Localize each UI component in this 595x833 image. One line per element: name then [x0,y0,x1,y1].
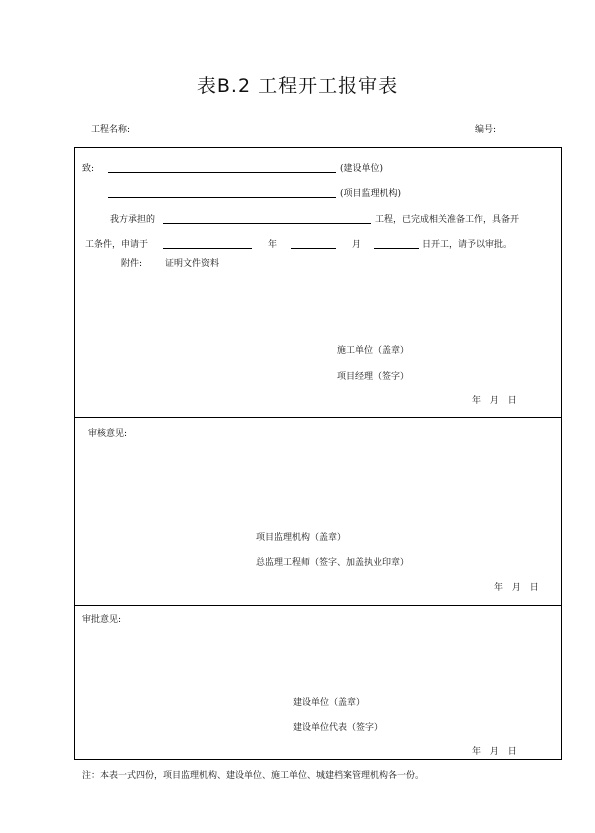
review-opinion-label: 审核意见: [88,429,128,439]
supervisor-suffix: (项目监理机构) [340,189,402,199]
approval-opinion-label: 审批意见: [82,615,122,625]
chief-engineer-sign: 总监理工程师（签字、加盖执业印章） [256,558,410,568]
review-section [74,417,562,606]
project-manager-sign: 项目经理（签字） [337,372,410,382]
project-blank[interactable] [163,223,371,224]
owner-suffix: (建设单位) [340,164,384,174]
year-label: 年 [268,240,278,250]
month-label: 月 [352,240,362,250]
section3-date: 年 月 日 [472,747,517,757]
application-section [74,147,562,418]
number-label: 编号: [475,125,497,135]
attachment-value: 证明文件资料 [165,259,220,269]
attachment-label: 附件: [121,259,143,269]
project-name-label: 工程名称: [91,125,131,135]
approval-request-text: 日开工，请予以审批。 [422,240,513,250]
undertake-label: 我方承担的 [110,215,156,225]
footnote: 注：本表一式四份，项目监理机构、建设单位、施工单位、城建档案管理机构各一份。 [82,771,425,781]
approval-section [74,605,562,760]
page-title: 表B.2 工程开工报审表 [196,75,399,97]
year-blank[interactable] [163,248,252,249]
section2-date: 年 月 日 [494,583,539,593]
supervisor-seal: 项目监理机构（盖章） [256,533,347,543]
to-label: 致: [82,164,95,174]
apply-label: 工条件，申请于 [85,240,149,250]
supervisor-name-blank[interactable] [108,197,336,198]
section1-date: 年 月 日 [472,396,517,406]
owner-representative-sign: 建设单位代表（签字） [293,723,384,733]
month-blank[interactable] [291,248,336,249]
day-blank[interactable] [374,248,419,249]
owner-seal: 建设单位（盖章） [293,698,366,708]
owner-name-blank[interactable] [108,172,336,173]
contractor-seal: 施工单位（盖章） [337,346,410,356]
ready-text: 工程，已完成相关准备工作，具备开 [375,215,520,225]
